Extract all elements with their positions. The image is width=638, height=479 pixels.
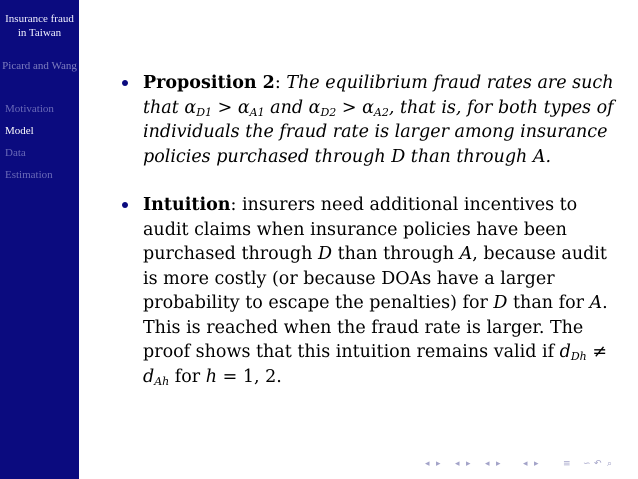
nav-item-motivation[interactable]: Motivation xyxy=(5,103,54,115)
back-icon[interactable]: ∽ xyxy=(583,459,591,469)
bullet-dot xyxy=(122,202,128,208)
sidebar xyxy=(0,0,79,479)
next-subsection-icon[interactable]: ▸ xyxy=(466,459,471,469)
undo-icon[interactable]: ↶ xyxy=(594,459,602,469)
slide-content xyxy=(118,71,623,389)
next-slide-icon[interactable]: ▸ xyxy=(534,459,539,469)
nav-item-model[interactable]: Model xyxy=(5,125,34,137)
section-nav xyxy=(5,101,77,189)
prev-subsection-icon[interactable]: ◂ xyxy=(455,459,460,469)
nav-item-data[interactable]: Data xyxy=(5,147,26,159)
proposition-text: The equilibrium fraud rates are such that $\alpha_{D1} > \alpha_{A1}$ and $\alpha_{D2} > \alpha_{A2}$, that is, for both types of individuals the fraud rate is larger among insurance policies purchased through D than through A. xyxy=(143,73,614,167)
proposition-bullet: Proposition 2: The equilibrium fraud rates are such that $\alpha_{D1} > \alpha_{A1}$ and $\alpha_{D2} > \alpha_{A2}$, that is, for both types of individuals the fraud rate is larger among insurance policies purchased through D than through A. xyxy=(118,71,623,169)
search-icon[interactable]: ⌕ xyxy=(607,459,613,469)
menu-icon[interactable]: ≡ xyxy=(563,459,571,469)
intuition-bullet xyxy=(118,193,623,389)
proposition-label: Proposition 2 xyxy=(143,73,275,93)
intuition-text: : insurers need additional incentives to audit claims when insurance policies have been purchased through D than through A, because audit is more costly (or because DOAs have a larger probability to escape the penalties) for D than for A. This is reached when the fraud rate is larger. The proof shows that this intuition remains valid if $d_{Dh} \ne d_{Ah}$ for h = 1, 2. xyxy=(143,195,608,388)
beamer-nav-controls xyxy=(425,458,625,470)
presentation-title: Insurance fraud in Taiwan xyxy=(5,13,74,39)
bullet-dot xyxy=(122,80,128,86)
presentation-author: Picard and Wang xyxy=(2,60,77,72)
intuition-label: Intuition xyxy=(143,195,231,215)
prev-section-icon[interactable]: ◂ xyxy=(485,459,490,469)
next-frame-icon[interactable]: ▸ xyxy=(436,459,441,469)
next-section-icon[interactable]: ▸ xyxy=(496,459,501,469)
prev-frame-icon[interactable]: ◂ xyxy=(425,459,430,469)
prev-slide-icon[interactable]: ◂ xyxy=(523,459,528,469)
nav-item-estimation[interactable]: Estimation xyxy=(5,169,53,181)
